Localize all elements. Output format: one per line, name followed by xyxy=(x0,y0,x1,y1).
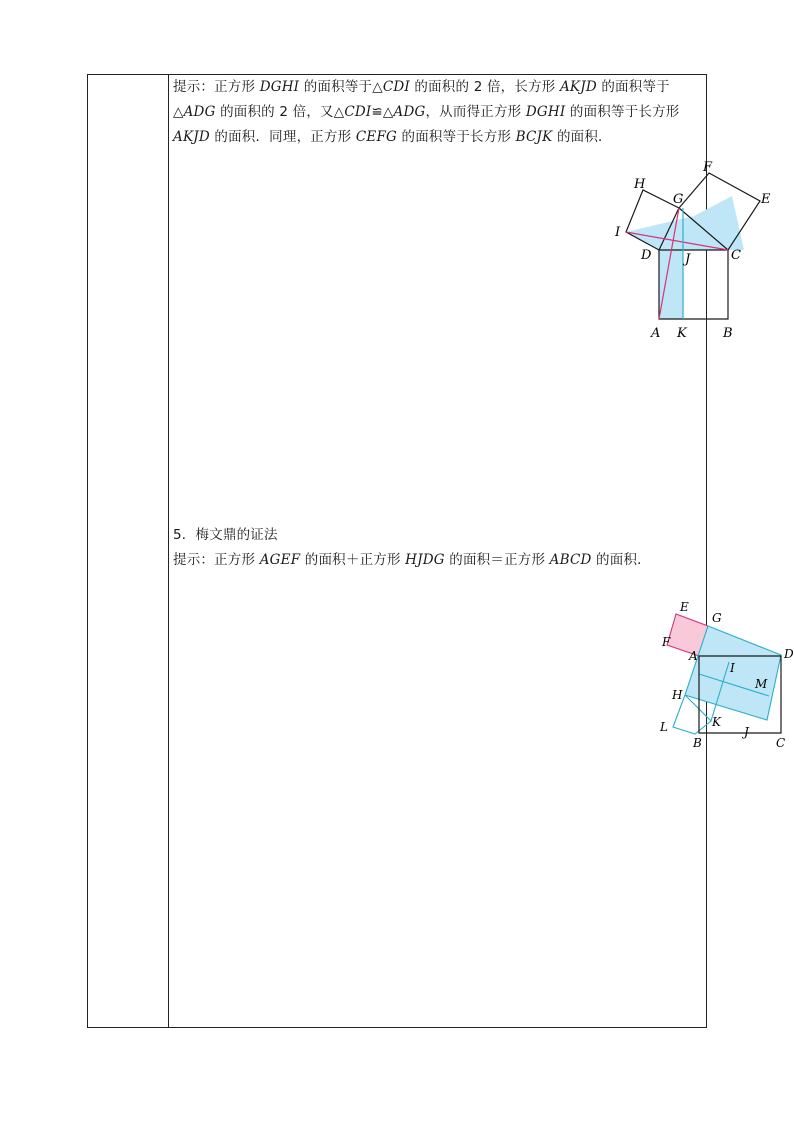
math-label: ABCD xyxy=(549,552,592,568)
label-b: B xyxy=(723,326,733,341)
mei-wending-figure xyxy=(649,600,794,750)
text: 5．梅文鼎的证法 xyxy=(173,527,278,543)
text: 的面积． xyxy=(596,552,651,568)
text: 的面积的 2 倍，长方形 xyxy=(414,79,556,95)
text: 的面积等于△ xyxy=(173,79,670,120)
label-b: B xyxy=(693,736,702,750)
blue-rect-akjd xyxy=(659,250,683,319)
label-f: F xyxy=(662,635,671,649)
math-label: AKJD xyxy=(173,129,210,145)
math-label: ADG xyxy=(393,104,426,120)
label-h: H xyxy=(672,688,683,702)
section4-hint xyxy=(173,75,698,150)
section5-hint xyxy=(173,548,698,573)
text: 的面积．同理，正方形 xyxy=(214,129,352,145)
label-h: H xyxy=(634,177,646,192)
label-g: G xyxy=(712,611,722,625)
math-label: DGHI xyxy=(259,79,300,95)
text: 提示：正方形 xyxy=(173,79,256,95)
label-c: C xyxy=(776,736,786,750)
content-cell xyxy=(173,75,794,1027)
math-label: AGEF xyxy=(259,552,301,568)
label-d: D xyxy=(641,248,652,263)
text: 提示：正方形 xyxy=(173,552,256,568)
label-g: G xyxy=(673,192,684,207)
math-label: CEFG xyxy=(355,129,398,145)
label-e: E xyxy=(680,600,689,614)
label-i: I xyxy=(730,661,735,675)
pythagoras-figure-1 xyxy=(613,161,783,341)
text: 的面积＝正方形 xyxy=(449,552,546,568)
label-j: J xyxy=(744,725,749,739)
label-k: K xyxy=(677,326,687,341)
text: 的面积等于长方形 xyxy=(401,129,512,145)
text: 的面积的 2 倍，又△ xyxy=(220,104,345,120)
text: 的面积等于△ xyxy=(303,79,383,95)
label-c: C xyxy=(731,248,741,263)
label-a: A xyxy=(651,326,661,341)
label-m: M xyxy=(755,677,768,691)
math-label: BCJK xyxy=(515,129,553,145)
math-label: AKJD xyxy=(559,79,597,95)
text: 的面积等于长方形 xyxy=(569,104,680,120)
label-d: D xyxy=(784,647,794,661)
math-label: DGHI xyxy=(525,104,566,120)
label-e: E xyxy=(761,192,771,207)
content-table xyxy=(87,74,794,1028)
math-label: CDI xyxy=(344,104,372,120)
column-divider xyxy=(168,75,169,1027)
label-a: A xyxy=(689,649,698,663)
label-k: K xyxy=(712,715,721,729)
text: 的面积＋正方形 xyxy=(304,552,401,568)
math-label: ADG xyxy=(183,104,216,120)
math-label: CDI xyxy=(382,79,410,95)
text: 的面积． xyxy=(556,129,612,145)
section5-heading xyxy=(173,523,698,548)
label-l: L xyxy=(660,720,668,734)
text: ≌△ xyxy=(371,104,394,120)
math-label: HJDG xyxy=(405,552,445,568)
label-i: I xyxy=(615,225,621,240)
label-j: J xyxy=(685,252,691,267)
text: ，从而得正方形 xyxy=(425,104,522,120)
label-f: F xyxy=(703,161,713,175)
